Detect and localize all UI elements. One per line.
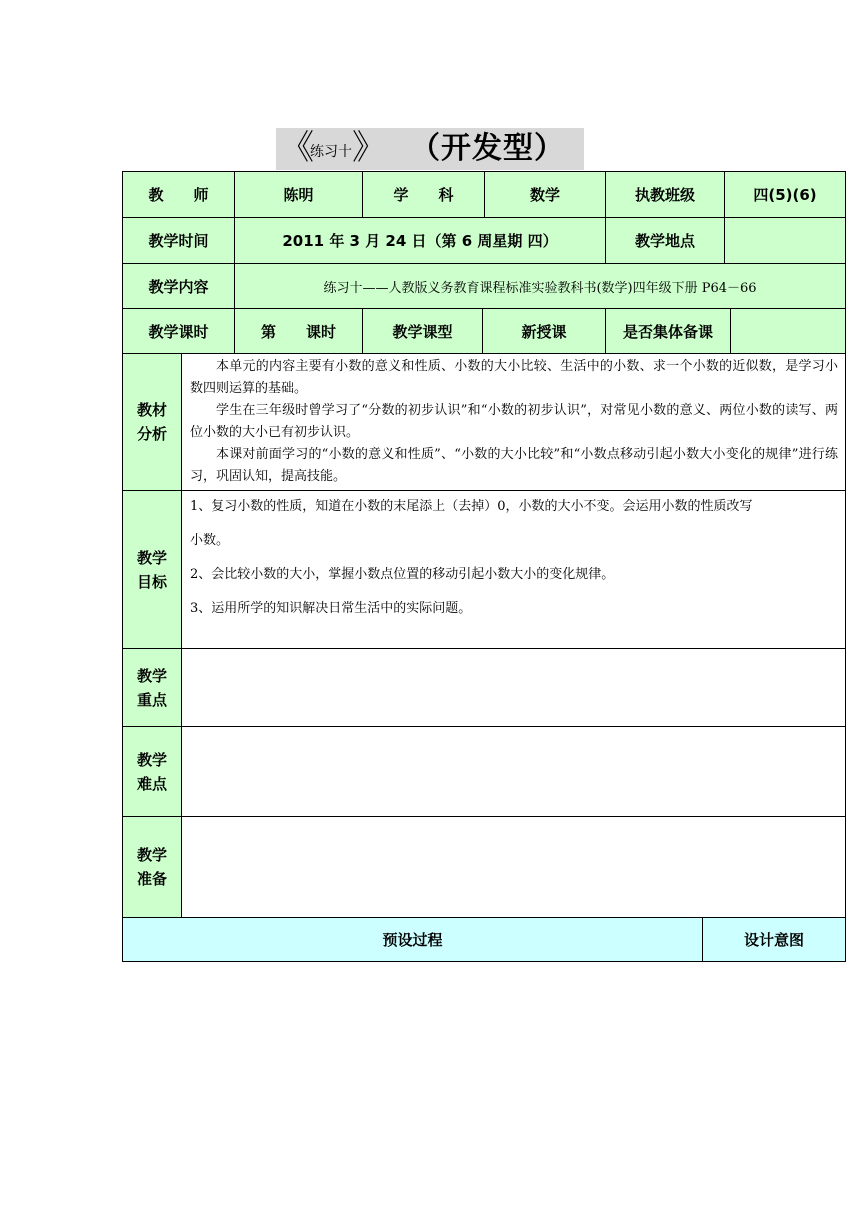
period-label: 教学课时 — [122, 308, 235, 354]
preparation-label: 教学准备 — [136, 846, 167, 888]
period-value: 第 课时 — [234, 308, 363, 354]
time-label: 教学时间 — [122, 217, 235, 264]
teacher-label: 教 师 — [122, 171, 235, 218]
key-points-label: 教学重点 — [136, 666, 167, 709]
goal-item-3: 3、运用所学的知识解决日常生活中的实际问题。 — [190, 601, 472, 616]
place-value — [724, 217, 846, 264]
analysis-label: 教材分析 — [136, 401, 167, 443]
preparation-content — [181, 816, 846, 918]
group-prep-label: 是否集体备课 — [605, 308, 731, 354]
time-value: 2011 年 3 月 24 日（第 6 周星期 四） — [234, 217, 606, 264]
goals-label-cell — [122, 490, 182, 649]
content-label: 教学内容 — [122, 263, 235, 309]
preparation-label-cell — [122, 816, 182, 918]
goals-label: 教学目标 — [136, 548, 167, 591]
group-prep-value — [730, 308, 846, 354]
analysis-label-cell — [122, 353, 182, 491]
title-open-bracket: 《 — [280, 128, 314, 168]
class-label: 执教班级 — [605, 171, 725, 218]
place-label: 教学地点 — [605, 217, 725, 264]
difficulties-label-cell — [122, 726, 182, 817]
goals-content — [181, 490, 846, 649]
difficulties-label: 教学难点 — [136, 750, 167, 793]
class-value: 四(5)(6) — [724, 171, 846, 218]
title-lesson-type: （开发型） — [410, 131, 565, 166]
goal-item-1-cont: 小数。 — [190, 533, 230, 548]
subject-label: 学 科 — [362, 171, 485, 218]
lesson-type-label: 教学课型 — [362, 308, 483, 354]
analysis-paragraph-1: 本单元的内容主要有小数的意义和性质、小数的大小比较、生活中的小数、求一个小数的近似数，是学习小数四则运算的基础。 — [190, 359, 838, 396]
analysis-paragraph-2: 学生在三年级时曾学习了“分数的初步认识”和“小数的初步认识”，对常见小数的意义、两位小数的读写、两位小数的大小已有初步认识。 — [190, 403, 838, 440]
page-title — [276, 128, 584, 170]
title-close-bracket: 》 — [352, 128, 386, 168]
difficulties-content — [181, 726, 846, 817]
goal-item-2: 2、会比较小数的大小，掌握小数点位置的移动引起小数大小的变化规律。 — [190, 567, 615, 582]
content-value: 练习十——人教版义务教育课程标准实验教科书(数学)四年级下册 P64－66 — [234, 263, 846, 309]
analysis-content — [181, 353, 846, 491]
key-points-content — [181, 648, 846, 727]
key-points-label-cell — [122, 648, 182, 727]
lesson-type-value: 新授课 — [482, 308, 606, 354]
title-lesson-name: 练习十 — [310, 144, 352, 160]
goal-item-1: 1、复习小数的性质，知道在小数的末尾添上（去掉）0，小数的大小不变。会运用小数的性质改写 — [190, 499, 753, 514]
intent-header: 设计意图 — [702, 917, 846, 962]
process-header: 预设过程 — [122, 917, 703, 962]
teacher-value: 陈明 — [234, 171, 363, 218]
analysis-paragraph-3: 本课对前面学习的“小数的意义和性质”、“小数的大小比较”和“小数点移动引起小数大小变化的规律”进行练习，巩固认知，提高技能。 — [190, 447, 838, 484]
subject-value: 数学 — [484, 171, 606, 218]
